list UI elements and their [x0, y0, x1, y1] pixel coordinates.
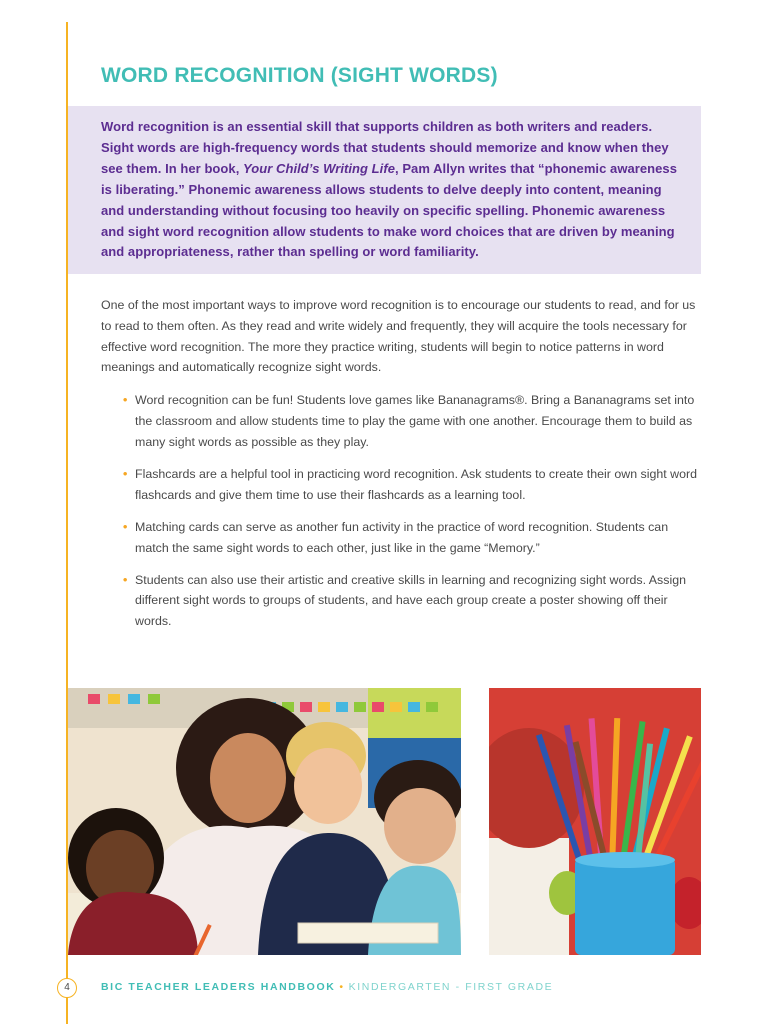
book-title: Your Child’s Writing Life: [243, 160, 395, 176]
page-number: 4: [57, 978, 77, 998]
callout-text-start: Word recognition is an essential skill that supports children as both writers and readers. Sight words are high-frequency words that students should memorize and know when they see them. In her book,: [101, 119, 669, 176]
list-item: [101, 517, 701, 559]
list-item: [101, 464, 701, 506]
bullet-icon: •: [123, 572, 128, 587]
classroom-photo: [68, 688, 461, 955]
list-item-text: Students can also use their artistic and creative skills in learning and recognizing sight words. Assign different sight words to groups of students, and have each group create a poster showing off their words.: [135, 572, 686, 629]
intro-paragraph: One of the most important ways to improve word recognition is to encourage our students to read, and for us to read to them often. As they read and write widely and frequently, they will acquire the tools necessary for effective word recognition. The more they practice writing, students will begin to notice patterns in word meanings and automatically recognize sight words.: [101, 298, 696, 375]
footer-separator: •: [339, 981, 345, 993]
callout-text-end: , Pam Allyn writes that “phonemic awareness is liberating.” Phonemic awareness allows students to delve deeply into content, meaning and understanding without focusing too heavily on specific spelling. Phonemic awareness and sight word recognition allow students to make word choices that are driven by meaning and appropriateness, rather than spelling or word familiarity.: [101, 160, 677, 260]
page-title: WORD RECOGNITION (SIGHT WORDS): [101, 64, 498, 87]
page-footer: [101, 981, 553, 993]
callout-box: [68, 106, 701, 274]
footer-handbook-title: BIC TEACHER LEADERS HANDBOOK: [101, 981, 336, 993]
pencils-photo: [489, 688, 701, 955]
bullet-icon: •: [123, 519, 128, 534]
callout-text: [101, 117, 687, 263]
list-item-text: Flashcards are a helpful tool in practicing word recognition. Ask students to create their own sight word flashcards and give them time to use their flashcards as a learning tool.: [135, 467, 698, 503]
bullet-icon: •: [123, 467, 128, 482]
bullet-icon: •: [123, 393, 128, 407]
list-item-text: Word recognition can be fun! Students love games like Bananagrams®. Bring a Bananagrams set into the classroom and allow students time to play the game with one another. Encourage them to build as many sight words as possible as they play.: [135, 393, 695, 449]
activity-list: [101, 390, 701, 643]
list-item: [101, 570, 701, 632]
list-item: [101, 390, 701, 452]
footer-grade-level: KINDERGARTEN - FIRST GRADE: [348, 981, 554, 993]
list-item-text: Matching cards can serve as another fun activity in the practice of word recognition. Students can match the same sight words to each other, just like in the game “Memory.”: [135, 519, 669, 555]
